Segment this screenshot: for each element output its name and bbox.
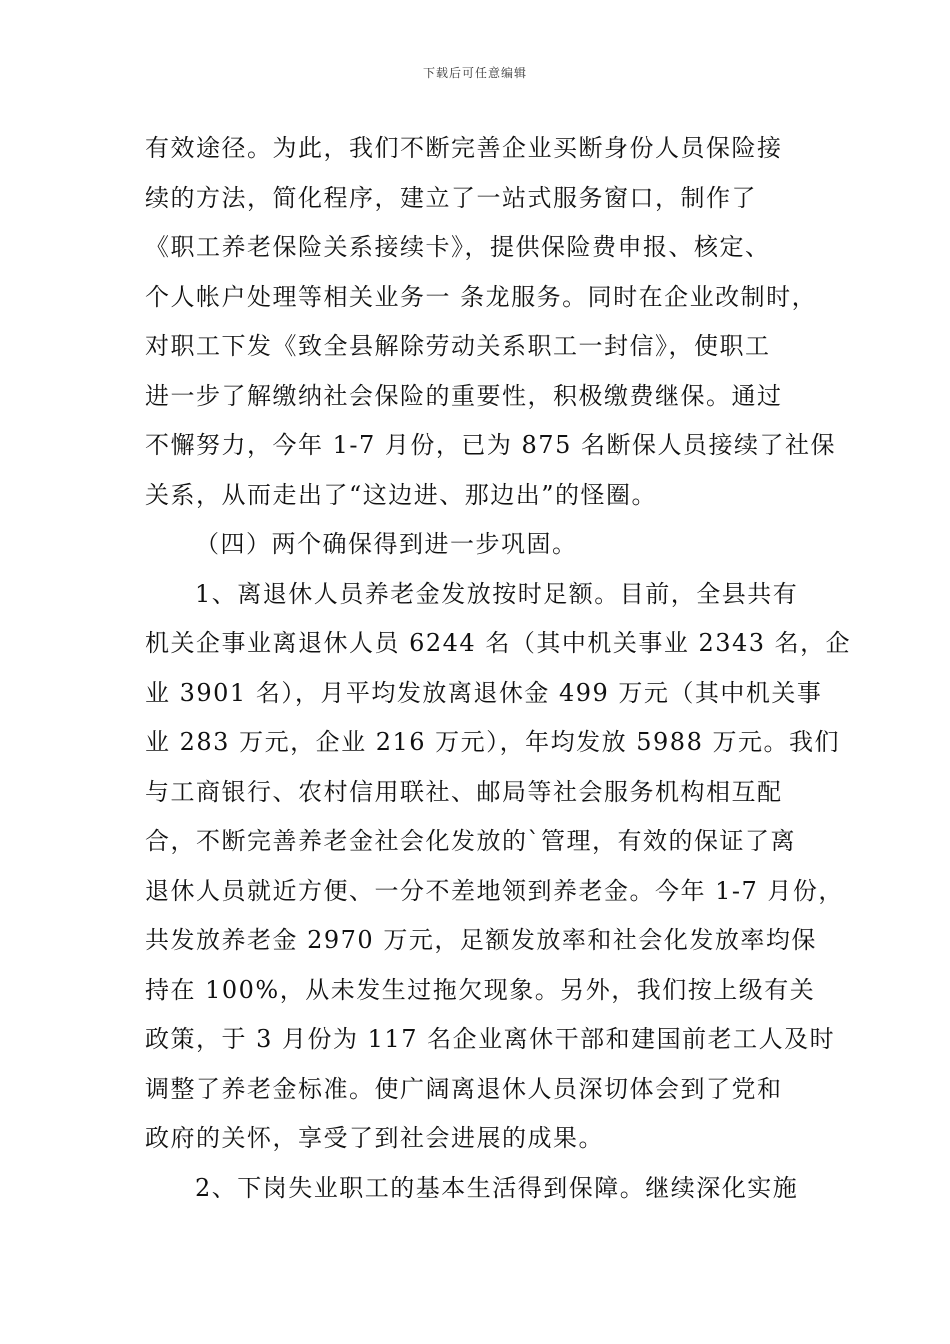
text-line: 不懈努力，今年 1-7 月份，已为 875 名断保人员接续了社保 (145, 431, 836, 459)
page-header: 下载后可任意编辑 (422, 66, 527, 80)
text-line: 机关企事业离退休人员 6244 名（其中机关事业 2343 名，企 (145, 629, 852, 657)
text-line: 退休人员就近方便、一分不差地领到养老金。今年 1-7 月份， (145, 876, 844, 905)
text-line: 有效途径。为此，我们不断完善企业买断身份人员保险接 (145, 134, 783, 162)
text-line: 个人帐户处理等相关业务一 条龙服务。同时在企业改制时， (145, 282, 818, 311)
paragraph-start: 1、离退休人员养老金发放按时足额。目前，全县共有 (195, 579, 799, 608)
text-line: 与工商银行、农村信用联社、邮局等社会服务机构相互配 (145, 777, 783, 806)
text-line: 关系，从而走出了“这边进、那边出”的怪圈。 (145, 480, 658, 509)
paragraph-start: 2、下岗失业职工的基本生活得到保障。继续深化实施 (195, 1173, 799, 1202)
document-body (145, 124, 852, 1213)
text-line: 对职工下发《致全县解除劳动关系职工一封信》，使职工 (145, 332, 771, 360)
text-line: 续的方法，简化程序，建立了一站式服务窗口，制作了 (145, 183, 757, 212)
text-line: 业 3901 名），月平均发放离退休金 499 万元（其中机关事 (145, 678, 823, 707)
text-line: 共发放养老金 2970 万元，足额发放率和社会化发放率均保 (145, 926, 817, 954)
text-line: 调整了养老金标准。使广阔离退休人员深切体会到了党和 (145, 1074, 783, 1103)
text-line: 合，不断完善养老金社会化发放的`管理，有效的保证了离 (145, 827, 796, 855)
text-line: 政府的关怀，享受了到社会进展的成果。 (145, 1124, 604, 1152)
text-line: 进一步了解缴纳社会保险的重要性，积极缴费继保。通过 (145, 381, 783, 410)
text-line: 业 283 万元，企业 216 万元），年均发放 5988 万元。我们 (145, 728, 840, 756)
text-line: 《职工养老保险关系接续卡》，提供保险费申报、核定、 (145, 233, 771, 261)
section-heading: （四）两个确保得到进一步巩固。 (195, 530, 578, 558)
text-line: 持在 100%，从未发生过拖欠现象。另外，我们按上级有关 (145, 975, 816, 1004)
text-line: 政策，于 3 月份为 117 名企业离休干部和建国前老工人及时 (145, 1025, 836, 1053)
